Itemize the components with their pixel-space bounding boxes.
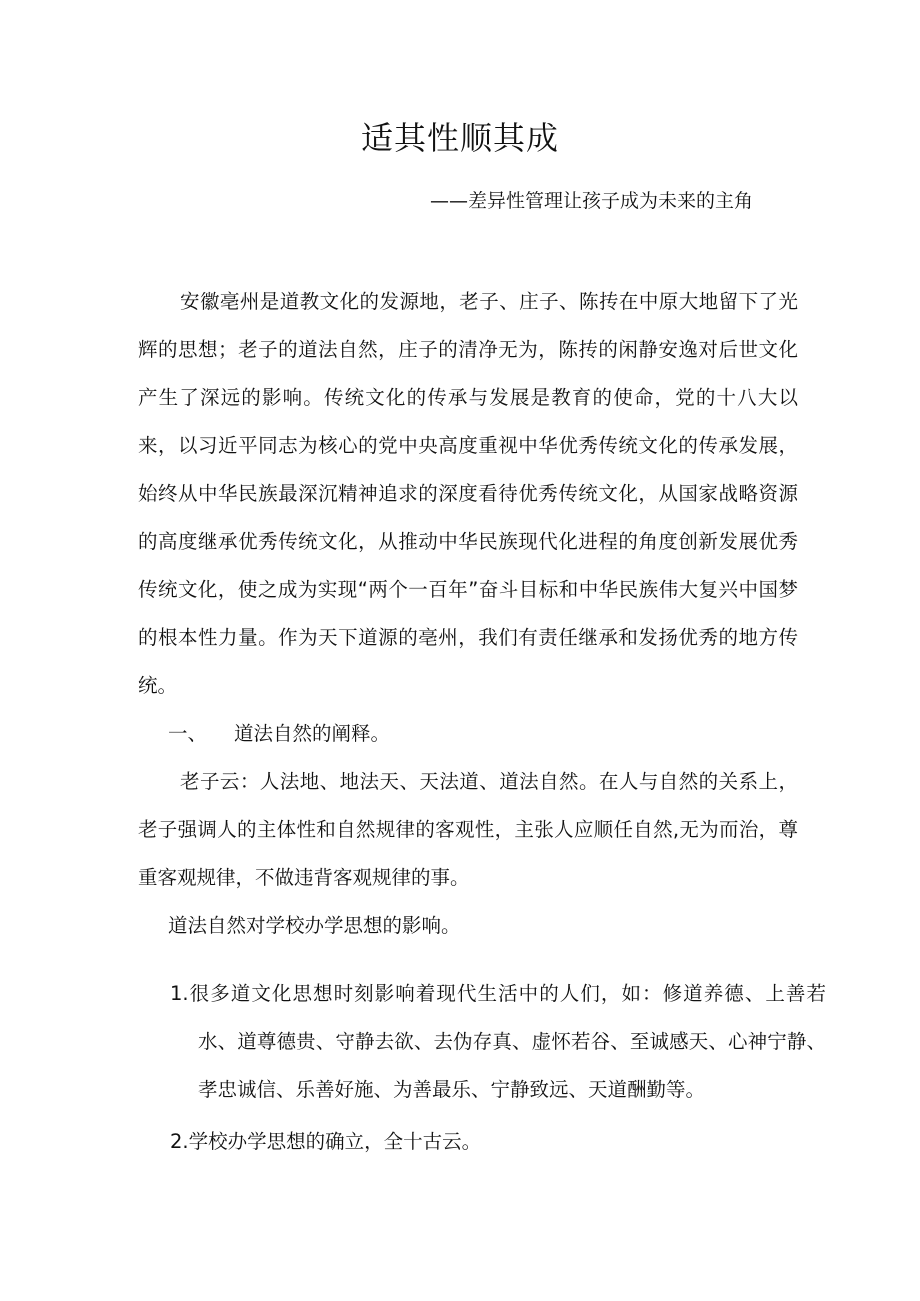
document-title: 适其性顺其成 [360, 119, 559, 157]
section-heading [168, 710, 390, 758]
subheading: 道法自然对学校办学思想的影响。 [168, 914, 461, 937]
section-heading-text: 道法自然的阐释。 [234, 722, 391, 745]
intro-paragraph: 安徽亳州是道教文化的发源地，老子、庄子、陈抟在中原大地留下了光辉的思想；老子的道法自然，庄子的清净无为，陈抟的闲静安逸对后世文化产生了深远的影响。传统文化的传承与发展是教育的使命，党的十八大以来，以习近平同志为核心的党中央高度重视中华优秀传统文化的传承发展，始终从中华民族最深沉精神追求的深度看待优秀传统文化，从国家战略资源的高度继承优秀传统文化，从推动中华民族现代化进程的角度创新发展优秀传统文化，使之成为实现“两个一百年”奋斗目标和中华民族伟大复兴中国梦的根本性力量。作为天下道源的亳州，我们有责任继承和发扬优秀的地方传统。 [138, 290, 798, 697]
section-number: 一、 [168, 722, 208, 745]
list-item: 1.很多道文化思想时刻影响着现代生活中的人们，如：修道养德、上善若水、道尊德贵、守静去欲、去伪存真、虚怀若谷、至诚感天、心神宁静、孝忠诚信、乐善好施、为善最乐、宁静致远、天道酬勤等。 [170, 982, 826, 1101]
document-subtitle: ——差异性管理让孩子成为未来的主角 [430, 190, 754, 212]
body-paragraph: 老子云：人法地、地法天、天法道、道法自然。在人与自然的关系上，老子强调人的主体性和自然规律的客观性，主张人应顺任自然,无为而治，尊重客观规律，不做违背客观规律的事。 [138, 770, 798, 889]
list-item: 2.学校办学思想的确立，全十古云。 [170, 1130, 482, 1153]
